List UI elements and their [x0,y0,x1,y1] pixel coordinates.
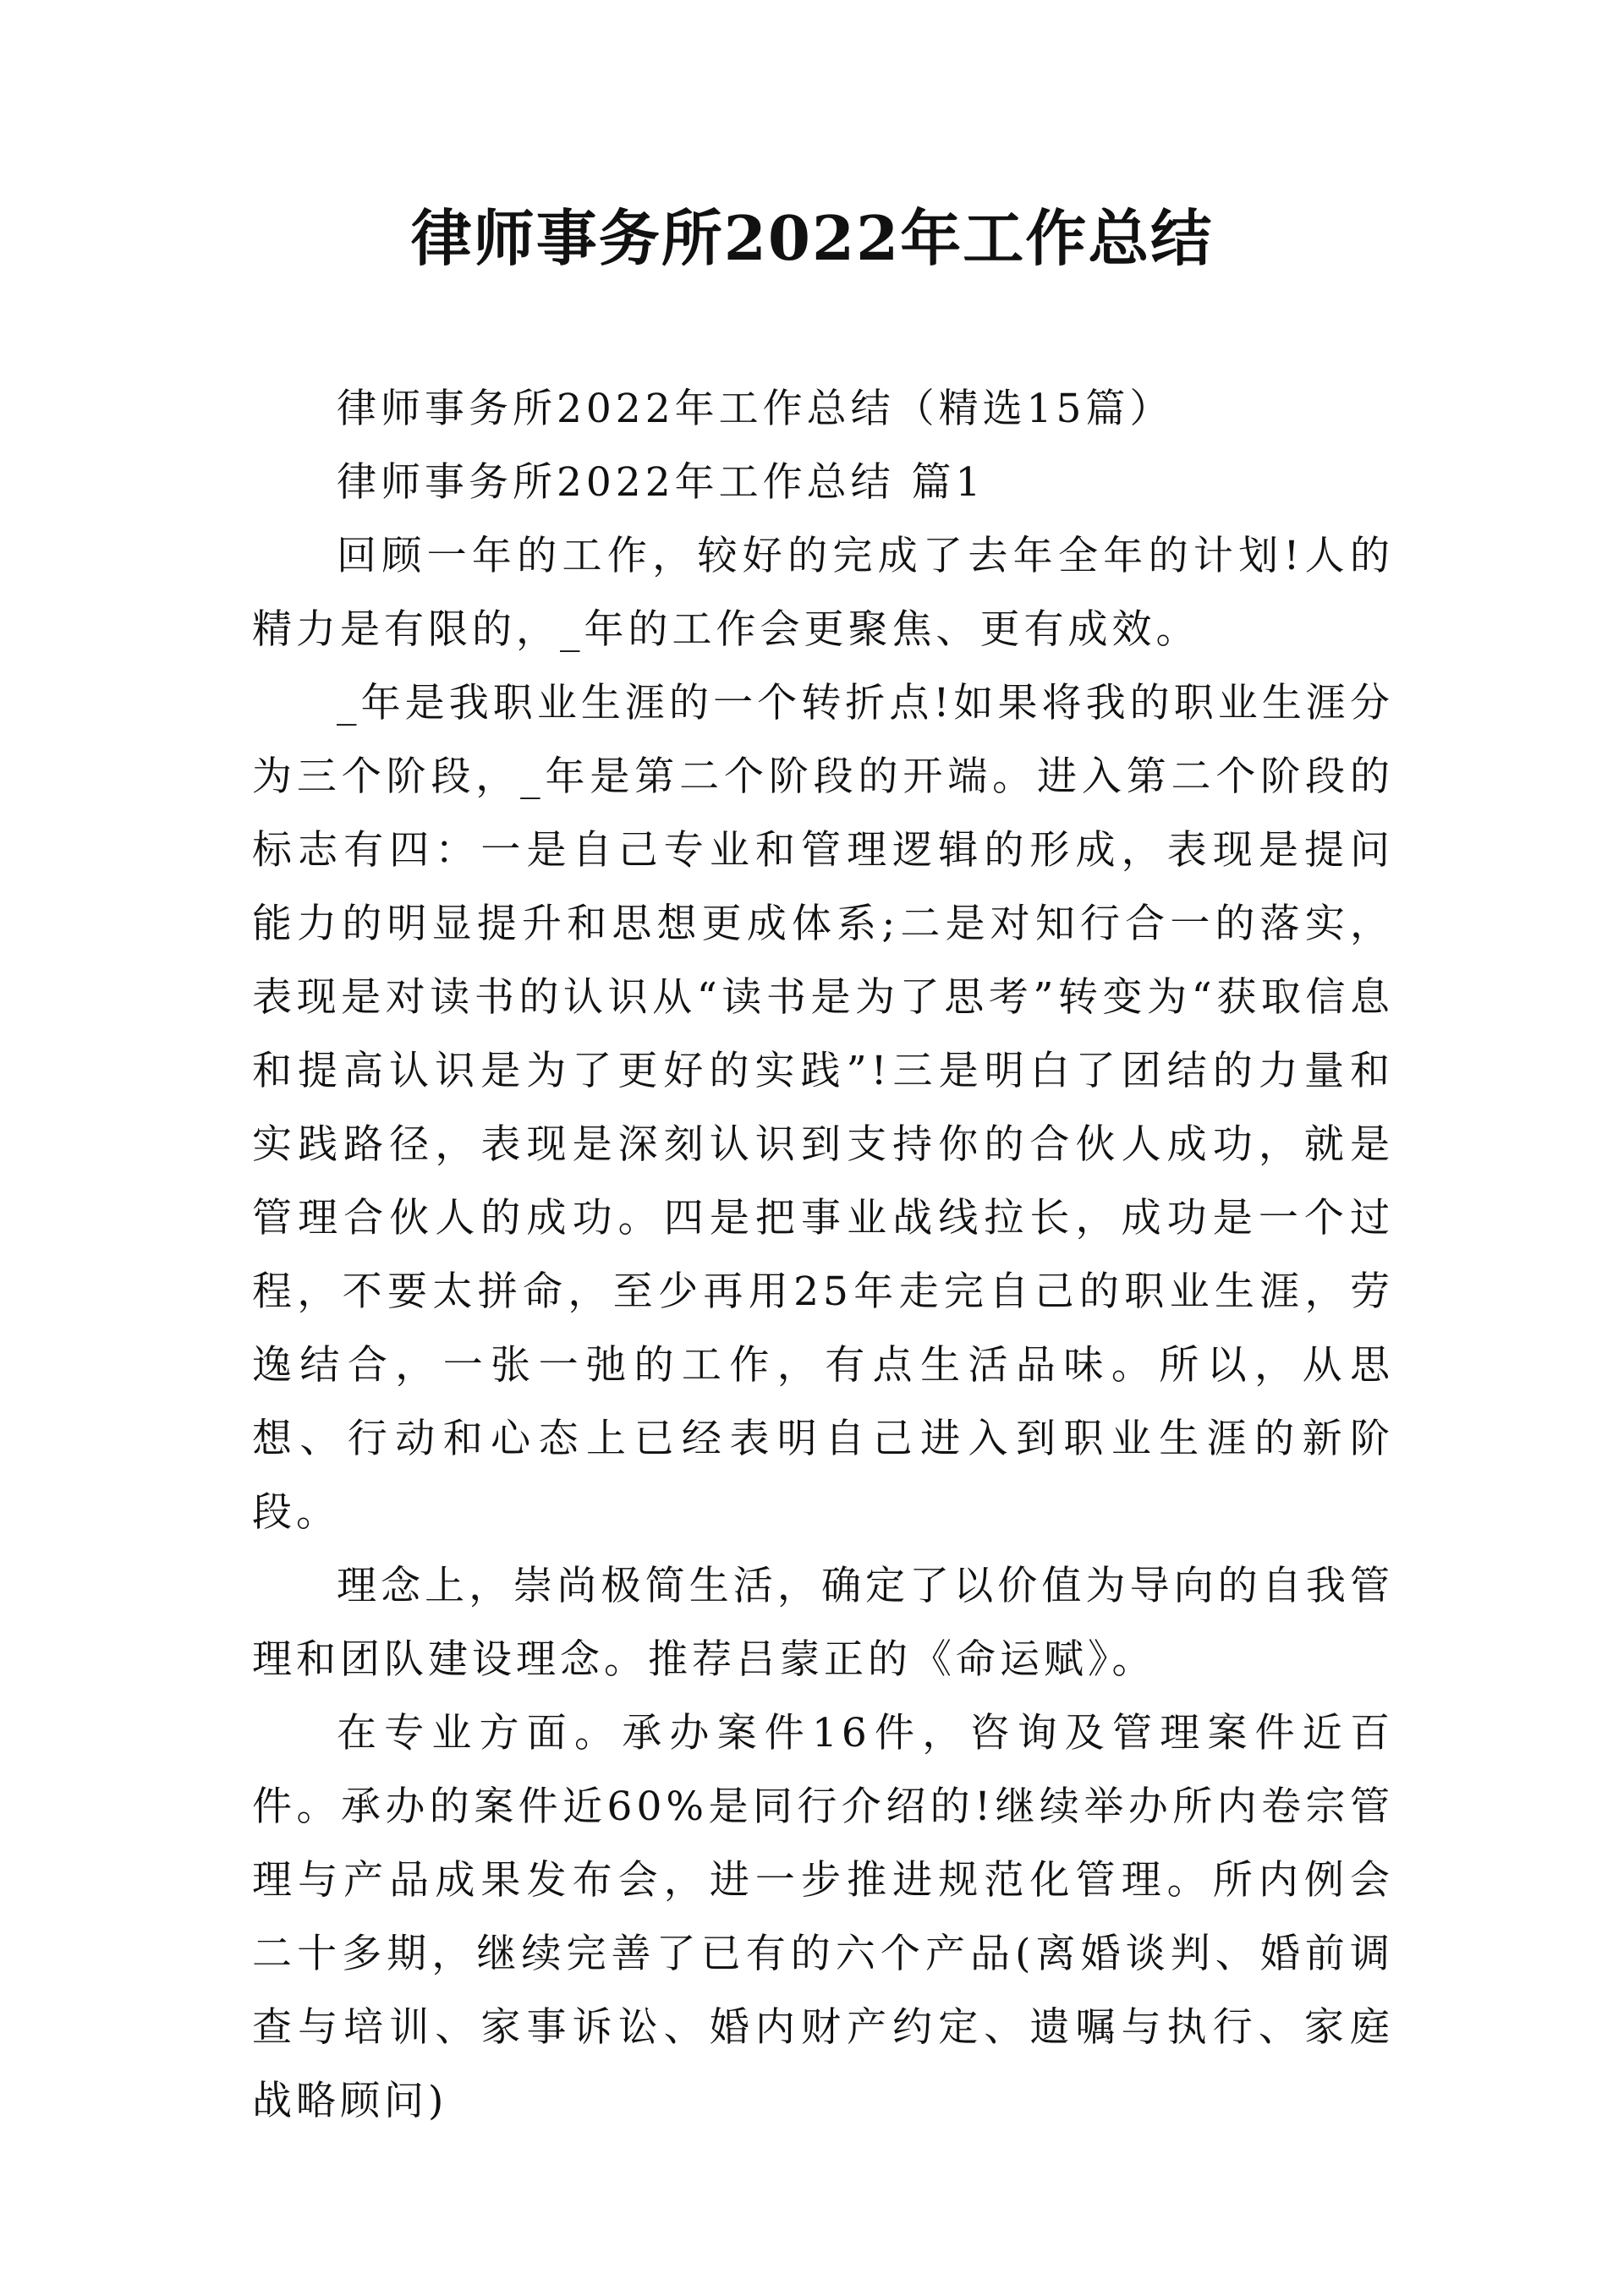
document-title: 律师事务所2022年工作总结 [410,202,1214,274]
paragraph: _年是我职业生涯的一个转折点!如果将我的职业生涯分为三个阶段，_年是第二个阶段的开端。进入第二个阶段的标志有四：一是自己专业和管理逻辑的形成，表现是提问能力的明显提升和思想更成体系;二是对知行合一的落实，表现是对读书的认识从“读书是为了思考”转变为“获取信息和提高认识是为了更好的实践”!三是明白了团结的力量和实践路径，表现是深刻认识到支持你的合伙人成功，就是管理合伙人的成功。四是把事业战线拉长，成功是一个过程，不要太拼命，至少再用25年走完自己的职业生涯，劳逸结合，一张一弛的工作，有点生活品味。所以，从思想、行动和心态上已经表明自己进入到职业生涯的新阶段。 [252,680,1394,1536]
paragraph-heading: 律师事务所2022年工作总结（精选15篇） [337,386,1174,432]
paragraph: 理念上，崇尚极简生活，确定了以价值为导向的自我管理和团队建设理念。推荐吕蒙正的《命运赋》。 [252,1563,1394,1683]
paragraph: 回顾一年的工作，较好的完成了去年全年的计划!人的精力是有限的，_年的工作会更聚焦、更有成效。 [252,533,1394,653]
document-body [252,372,1394,2138]
paragraph: 在专业方面。承办案件16件，咨询及管理案件近百件。承办的案件近60%是同行介绍的!继续举办所内卷宗管理与产品成果发布会，进一步推进规范化管理。所内例会二十多期，继续完善了已有的六个产品(离婚谈判、婚前调查与培训、家事诉讼、婚内财产约定、遗嘱与执行、家庭战略顾问) [252,1710,1394,2124]
paragraph-section-title: 律师事务所2022年工作总结 篇1 [337,459,985,506]
